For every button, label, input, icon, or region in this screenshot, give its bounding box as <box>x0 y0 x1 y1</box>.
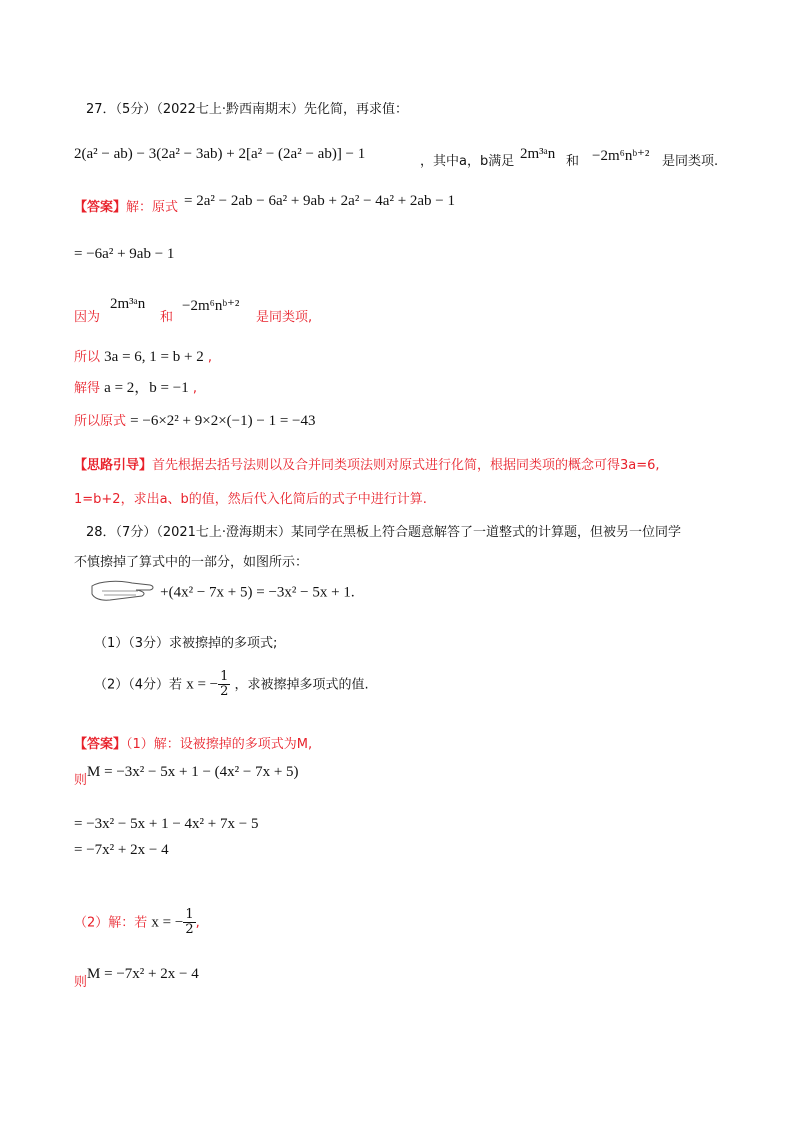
q27-header: 27．（5分）（2022七上·黔西南期末）先化简，再求值： <box>86 102 409 117</box>
q28-m-3: = −7x² + 2x − 4 <box>74 842 169 858</box>
q28-equation-line <box>88 578 355 608</box>
q28-part-2-end: , <box>195 915 200 931</box>
q27-because: 因为 <box>74 310 101 325</box>
q28-then-2: 则 <box>74 975 88 990</box>
q27-so-line <box>74 346 212 366</box>
q27-answer-tag: 【答案】 <box>74 200 127 215</box>
q28-answer-tag: 【答案】 <box>74 737 127 752</box>
q27-solve-label: 解得 <box>74 381 101 396</box>
q28-part-2-line <box>74 908 200 938</box>
q28-m-1: M = −3x² − 5x + 1 − (4x² − 7x + 5) <box>87 764 299 780</box>
q27-condition-1: ，其中a，b满足 <box>420 154 515 169</box>
q28-m-line-4 <box>74 966 199 990</box>
q27-solve-line <box>74 376 197 397</box>
fraction-denominator: 2 <box>185 922 194 938</box>
q28-m-line-1 <box>74 764 299 788</box>
q28-equation: +(4x² − 7x + 5) = −3x² − 5x + 1. <box>160 584 355 601</box>
q28-sub-2-fraction <box>218 670 230 700</box>
q27-and: 和 <box>566 154 580 169</box>
q28-answer-lead: （1）解：设被擦掉的多项式为M, <box>126 737 313 752</box>
q27-guide-line-2: 1=b+2，求出a、b的值，然后代入化简后的式子中进行计算. <box>74 492 427 507</box>
q28-part-2-lead: （2）解：若 <box>74 915 148 931</box>
q28-sub-2-post: ，求被擦掉多项式的值. <box>234 677 369 693</box>
q27-guide-line-1 <box>74 454 660 473</box>
q27-term-1: 2m³ᵃn <box>520 146 556 162</box>
q28-part-2-x: x = − <box>151 914 184 931</box>
q28-sub-2-line <box>94 670 369 700</box>
q28-header-2: 不慎擦掉了算式中的一部分，如图所示： <box>74 555 309 570</box>
q28-sub-2-x: x = − <box>186 676 219 693</box>
q28-m-2: = −3x² − 5x + 1 − 4x² + 7x − 5 <box>74 816 259 832</box>
q28-sub-1: （1）（3分）求被擦掉的多项式; <box>94 636 278 651</box>
q28-part-2-fraction <box>183 908 195 938</box>
q27-term-2: −2m⁶nᵇ⁺² <box>592 148 650 164</box>
q27-because-and: 和 <box>160 310 174 325</box>
q27-because-end: 是同类项, <box>256 310 313 325</box>
q27-solve-math: a = 2，b = −1 <box>104 380 189 396</box>
q27-step-1: = 2a² − 2ab − 6a² + 9ab + 2a² − 4a² + 2ab − 1 <box>184 193 456 209</box>
q27-step-2: = −6a² + 9ab − 1 <box>74 246 175 262</box>
q27-answer-line <box>74 196 178 215</box>
q27-result-label: 所以原式 <box>74 414 127 429</box>
q27-answer-lead: 解：原式 <box>126 200 179 215</box>
fraction-numerator: 1 <box>185 907 194 922</box>
fraction-numerator: 1 <box>220 669 229 684</box>
q28-m-4: M = −7x² + 2x − 4 <box>87 966 199 982</box>
q27-because-term-2: −2m⁶nᵇ⁺² <box>182 298 240 314</box>
q27-because-term-1: 2m³ᵃn <box>110 296 146 312</box>
q27-so-comma: , <box>207 350 212 365</box>
q27-expression-line <box>74 146 365 163</box>
eraser-hand-icon <box>88 578 156 608</box>
q28-sub-2-pre: （2）（4分）若 <box>94 677 183 693</box>
q27-result-line <box>74 410 316 430</box>
q27-guide-tag: 【思路引导】 <box>74 458 153 473</box>
q27-expression: 2(a² − ab) − 3(2a² − 3ab) + 2[a² − (2a² − ab)] − 1 <box>74 146 366 162</box>
q27-so-label: 所以 <box>74 350 101 365</box>
fraction-denominator: 2 <box>220 684 229 700</box>
q27-result-math: = −6×2² + 9×2×(−1) − 1 = −43 <box>130 413 316 429</box>
q27-condition-2: 是同类项. <box>662 154 719 169</box>
q28-answer-line <box>74 733 312 752</box>
q28-header-1: 28．（7分）（2021七上·澄海期末）某同学在黑板上符合题意解答了一道整式的计算题，但被另一位同学 <box>86 525 682 540</box>
q27-solve-comma: , <box>192 381 197 396</box>
q28-then: 则 <box>74 773 88 788</box>
q27-so-math: 3a = 6, 1 = b + 2 <box>104 349 204 365</box>
q27-guide-text-1: 首先根据去括号法则以及合并同类项法则对原式进行化简，根据同类项的概念可得3a=6, <box>152 458 660 473</box>
